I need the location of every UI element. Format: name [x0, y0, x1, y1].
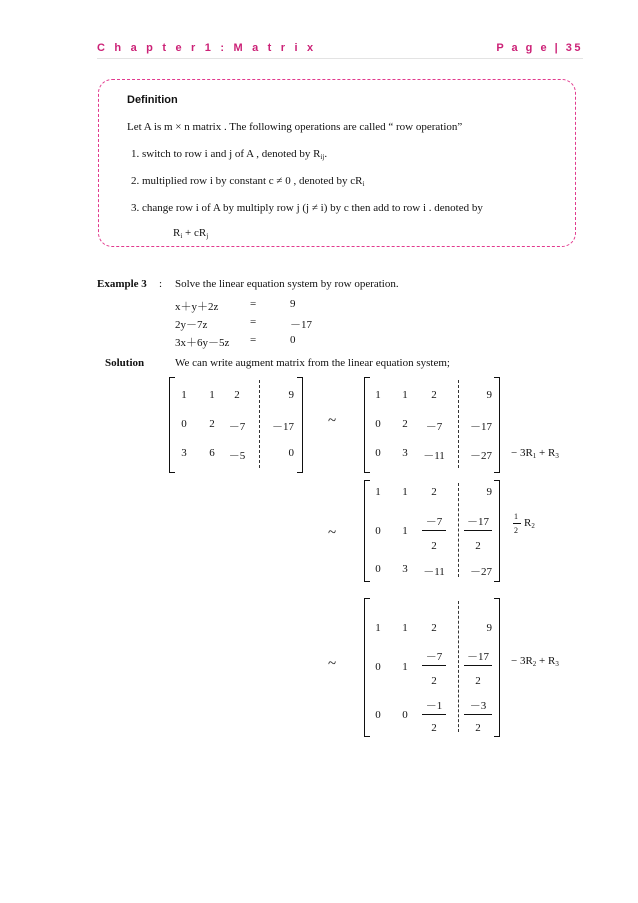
m3-frac-den: 2 [475, 675, 481, 687]
m0-cell: 1 [209, 389, 215, 401]
m3-cell: 1 [402, 661, 408, 673]
eq3-lhs: 3x＋6y－5z [175, 337, 230, 349]
definition-title: Definition [127, 94, 178, 106]
m2-frac-num: －17 [467, 516, 489, 528]
header-divider [97, 58, 583, 59]
m0-cell: －17 [272, 421, 294, 433]
definition-item-1 [131, 148, 327, 161]
eq2-rhs: －17 [290, 319, 312, 331]
m1-cell: 0 [375, 418, 381, 430]
m3-frac-line [422, 665, 446, 666]
m3-frac-den: 2 [431, 675, 437, 687]
m1-cell: 1 [402, 389, 408, 401]
formula-sub-j: j [206, 232, 209, 240]
m3-frac-line [464, 714, 492, 715]
m1-cell: 1 [375, 389, 381, 401]
m3-frac-num: －7 [425, 651, 443, 663]
eq3-eq: = [250, 334, 257, 346]
m3-right-bracket [494, 598, 500, 737]
op1-mid: + R [536, 447, 556, 459]
eq2-eq: = [250, 316, 257, 328]
m3-cell: 9 [486, 622, 492, 634]
m2-cell: －11 [423, 566, 445, 578]
item-1-sub: ij [320, 153, 325, 161]
m2-frac-line [422, 530, 446, 531]
definition-intro: Let A is m × n matrix . The following operations are called “ row operation” [127, 121, 463, 133]
m2-cell: 1 [402, 525, 408, 537]
row-op-1 [511, 447, 559, 460]
op1-sub2: 3 [555, 452, 559, 460]
equivalence-tilde: ~ [328, 656, 337, 672]
equivalence-tilde: ~ [328, 525, 337, 541]
example-text: Solve the linear equation system by row operation. [175, 278, 399, 290]
definition-item-3-formula [173, 227, 208, 240]
m2-frac-num: －7 [425, 516, 443, 528]
m2-cell: 9 [486, 486, 492, 498]
m0-cell: －7 [228, 421, 246, 433]
op1-text: − 3R [511, 447, 533, 459]
m1-cell: －27 [470, 450, 492, 462]
equivalence-tilde: ~ [328, 413, 337, 429]
op2-r: R [524, 517, 532, 529]
m0-cell: 0 [288, 447, 294, 459]
op2-frac-line [513, 523, 521, 524]
m1-cell: 9 [486, 389, 492, 401]
m3-frac-den: 2 [475, 722, 481, 734]
eq1-lhs: x＋y＋2z [175, 301, 219, 313]
eq1-rhs: 9 [290, 298, 296, 310]
definition-item-2 [131, 175, 364, 188]
m2-cell: 2 [431, 486, 437, 498]
m2-frac-den: 2 [431, 540, 437, 552]
m3-cell: 0 [402, 709, 408, 721]
m1-cell: 0 [375, 447, 381, 459]
m3-frac-num: －17 [467, 651, 489, 663]
m3-cell: 0 [375, 709, 381, 721]
formula-mid: + cR [182, 227, 207, 239]
m0-cell: 9 [288, 389, 294, 401]
op2-den: 2 [514, 526, 518, 535]
m1-cell: －17 [470, 421, 492, 433]
item-2-sub: i [362, 180, 365, 188]
eq2-lhs: 2y－7z [175, 319, 208, 331]
m0-cell: －5 [228, 450, 246, 462]
m2-cell: 0 [375, 563, 381, 575]
solution-text: We can write augment matrix from the linear equation system; [175, 357, 450, 369]
m1-cell: －7 [425, 421, 443, 433]
m2-frac-den: 2 [475, 540, 481, 552]
m2-cell: 1 [375, 486, 381, 498]
m3-frac-line [422, 714, 446, 715]
solution-label: Solution [105, 357, 145, 369]
m3-cell: 0 [375, 661, 381, 673]
example-label: Example 3 [97, 278, 147, 290]
op3-mid: + R [536, 655, 556, 667]
definition-item-3: 3. change row i of A by multiply row j (j ≠ i) by c then add to row i . denoted by [131, 202, 483, 214]
row-op-3 [511, 655, 559, 668]
m3-frac-num: －3 [469, 700, 487, 712]
formula-sub-i: i [180, 232, 183, 240]
row-op-2 [524, 517, 535, 530]
op3-sub1: 2 [532, 660, 537, 668]
m1-right-bracket [494, 377, 500, 473]
eq1-eq: = [250, 298, 257, 310]
m0-cell: 1 [181, 389, 187, 401]
op3-text: − 3R [511, 655, 533, 667]
m2-right-bracket [494, 480, 500, 582]
formula-r: R [173, 227, 181, 239]
m3-frac-num: －1 [425, 700, 443, 712]
op3-sub2: 3 [555, 660, 559, 668]
m1-cell: 2 [402, 418, 408, 430]
m2-cell: 1 [402, 486, 408, 498]
m2-frac-line [464, 530, 492, 531]
m0-cell: 0 [181, 418, 187, 430]
m0-cell: 6 [209, 447, 215, 459]
eq3-rhs: 0 [290, 334, 296, 346]
op1-sub1: 1 [532, 452, 537, 460]
m3-frac-den: 2 [431, 722, 437, 734]
m0-cell: 3 [181, 447, 187, 459]
m3-cell: 1 [402, 622, 408, 634]
chapter-title: C h a p t e r 1 : M a t r i x [97, 42, 317, 54]
m0-right-bracket [297, 377, 303, 473]
example-separator: : [159, 278, 163, 290]
m1-cell: 2 [431, 389, 437, 401]
m2-cell: 3 [402, 563, 408, 575]
m3-frac-line [464, 665, 492, 666]
page-number: P a g e | 35 [496, 42, 583, 54]
item-1-end: . [324, 148, 328, 160]
m1-cell: －11 [423, 450, 445, 462]
m2-cell: 0 [375, 525, 381, 537]
m0-cell: 2 [234, 389, 240, 401]
m1-cell: 3 [402, 447, 408, 459]
m3-augment-divider [458, 601, 459, 732]
m3-cell: 1 [375, 622, 381, 634]
m2-cell: －27 [470, 566, 492, 578]
m0-cell: 2 [209, 418, 215, 430]
item-2-text: 2. multiplied row i by constant c ≠ 0 , denoted by cR [131, 175, 363, 187]
op2-sub: 2 [531, 522, 535, 530]
op2-num: 1 [514, 512, 518, 521]
m3-cell: 2 [431, 622, 437, 634]
item-1-text: 1. switch to row i and j of A , denoted by R [131, 148, 321, 160]
